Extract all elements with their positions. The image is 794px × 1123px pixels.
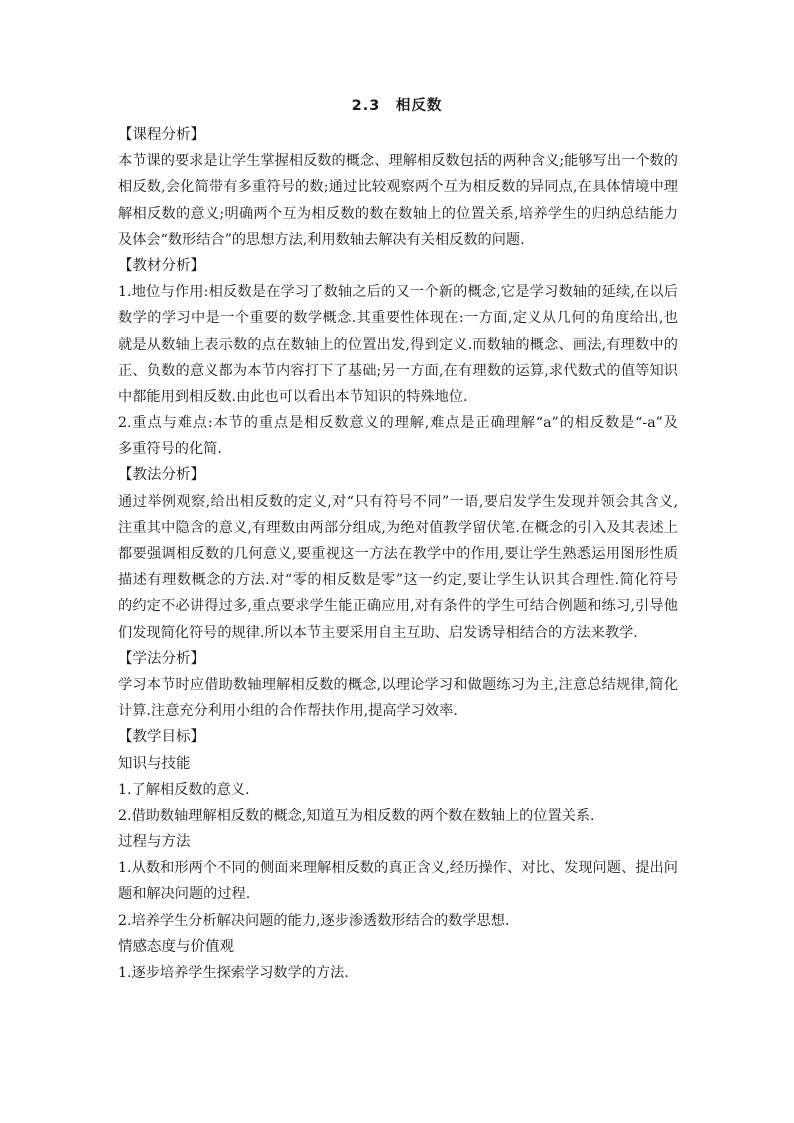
text-line: 注重其中隐含的意义,有理数由两部分组成,为绝对值教学留伏笔.在概念的引入及其表述上 <box>118 519 678 536</box>
section-heading: 【课程分析】 <box>118 127 205 143</box>
text-line: 多重符号的化简. <box>118 441 222 458</box>
text-line: 正、负数的意义都为本节内容打下了基础;另一方面,在有理数的运算,求代数式的值等知识 <box>118 362 678 379</box>
text-line: 通过举例观察,给出相反数的定义,对“只有符号不同”一语,要启发学生发现并领会其含义, <box>118 493 678 510</box>
text-line: 的约定不必讲得过多,重点要求学生能正确应用,对有条件的学生可结合例题和练习,引导他 <box>118 598 678 615</box>
page-title: 2.3 相反数 <box>351 98 443 114</box>
text-line: 及体会“数形结合”的思想方法,利用数轴去解决有关相反数的问题. <box>118 231 525 248</box>
section-heading: 情感态度与价值观 <box>118 938 234 955</box>
text-line: 1.了解相反数的意义. <box>118 781 250 798</box>
text-line: 2.培养学生分析解决问题的能力,逐步渗透数形结合的数学思想. <box>118 912 510 929</box>
text-line: 相反数,会化简带有多重符号的数;通过比较观察两个互为相反数的异同点,在具体情境中理 <box>118 179 678 196</box>
text-line: 就是从数轴上表示数的点在数轴上的位置出发,得到定义.而数轴的概念、画法,有理数中的 <box>118 336 678 353</box>
section-heading: 【学法分析】 <box>118 650 205 667</box>
section-heading: 【教法分析】 <box>118 467 205 484</box>
section-heading: 过程与方法 <box>118 834 191 851</box>
text-line: 中都能用到相反数.由此也可以看出本节知识的特殊地位. <box>118 388 468 405</box>
text-line: 们发现简化符号的规律.所以本节主要采用自主互助、启发诱导相结合的方法来教学. <box>118 624 638 641</box>
text-line: 描述有理数概念的方法.对“零的相反数是零”这一约定,要让学生认识其合理性.简化符号 <box>118 572 678 589</box>
text-line: 1.从数和形两个不同的侧面来理解相反数的真正含义,经历操作、对比、发现问题、提出问 <box>118 860 678 877</box>
text-line: 学习本节时应借助数轴理解相反数的概念,以理论学习和做题练习为主,注意总结规律,简化 <box>118 676 678 693</box>
text-line: 都要强调相反数的几何意义,要重视这一方法在教学中的作用,要让学生熟悉运用图形性质 <box>118 546 678 562</box>
text-line: 解相反数的意义;明确两个互为相反数的数在数轴上的位置关系,培养学生的归纳总结能力 <box>118 205 678 222</box>
text-line: 1.地位与作用:相反数是在学习了数轴之后的又一个新的概念,它是学习数轴的延续,在以后 <box>118 284 678 301</box>
text-line: 1.逐步培养学生探索学习数学的方法. <box>118 965 349 981</box>
text-line: 2.借助数轴理解相反数的概念,知道互为相反数的两个数在数轴上的位置关系. <box>118 807 595 824</box>
text-line: 本节课的要求是让学生掌握相反数的概念、理解相反数包括的两种含义;能够写出一个数的 <box>118 153 678 170</box>
document-body <box>118 122 678 986</box>
text-line: 计算.注意充分利用小组的合作帮扶作用,提高学习效率. <box>118 703 458 720</box>
section-heading: 知识与技能 <box>118 755 191 772</box>
text-line: 2.重点与难点:本节的重点是相反数意义的理解,难点是正确理解“a”的相反数是“-a”及 <box>118 415 678 432</box>
section-heading: 【教学目标】 <box>118 729 205 746</box>
text-line: 数学的学习中是一个重要的数学概念.其重要性体现在:一方面,定义从几何的角度给出,也 <box>118 310 678 327</box>
section-heading: 【教材分析】 <box>118 257 205 274</box>
text-line: 题和解决问题的过程. <box>118 886 251 903</box>
